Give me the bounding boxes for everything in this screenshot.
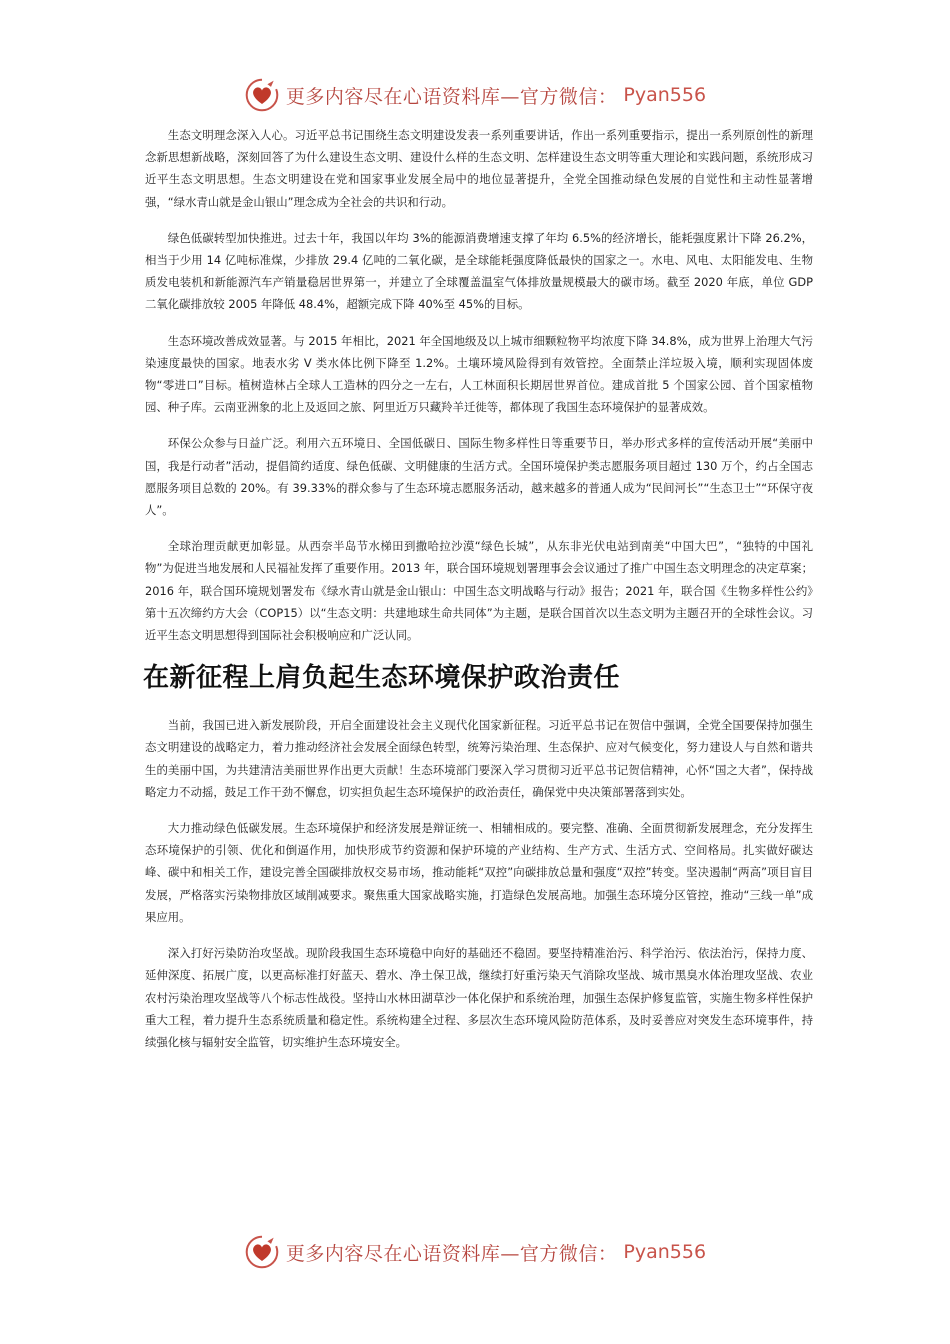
header-banner: [0, 75, 950, 115]
banner-text: 更多内容尽在心语资料库—官方微信：: [285, 85, 618, 108]
footer-banner: [0, 1232, 950, 1272]
section-heading: 在新征程上肩负起生态环境保护政治责任: [143, 663, 621, 694]
paragraph-pollution-control: 深入打好污染防治攻坚战。现阶段我国生态环境稳中向好的基础还不稳固。要坚持精准治污、科学治污、依法治污，保持力度、延伸深度、拓展广度，以更高标准打好蓝天、碧水、净土保卫战，继续打好重污染天气消除攻坚战、城市黑臭水体治理攻坚战、农业农村污染治理攻坚战等八个标志性战役。坚持山水林田湖草沙一体化保护和系统治理，加强生态保护修复监管，实施生物多样性保护重大工程，着力提升生态系统质量和稳定性。系统构建全过程、多层次生态环境风险防范体系，及时妥善应对突发生态环境事件，持续强化核与辐射安全监管，切实维护生态环境安全。: [145, 946, 813, 1049]
paragraph-green-transition: 绿色低碳转型加快推进。过去十年，我国以年均 3%的能源消费增速支撑了年均 6.5%的经济增长，能耗强度累计下降 26.2%，相当于少用 14 亿吨标准煤，少排放 29.4 亿吨的二氧化碳，是全球能耗强度降低最快的国家之一。水电、风电、太阳能发电、生物质发电装机和新能源汽车产销量稳居世界第一，并建立了全球覆盖温室气体排放量规模最大的碳市场。截至 2020 年底，单位 GDP 二氧化碳排放较 2005 年降低 48.4%，超额完成下降 40%至 45%的目标。: [145, 230, 813, 312]
document-body: [145, 124, 813, 1067]
banner-text: 更多内容尽在心语资料库—官方微信：: [285, 1242, 618, 1265]
banner-wechat-id: Pyan556: [623, 1241, 707, 1263]
banner-wechat-id: Pyan556: [623, 84, 707, 106]
paragraph-new-journey: 当前，我国已进入新发展阶段，开启全面建设社会主义现代化国家新征程。习近平总书记在贺信中强调，全党全国要保持加强生态文明建设的战略定力，着力推动经济社会发展全面绿色转型，统筹污染治理、生态保护、应对气候变化，努力建设人与自然和谐共生的美丽中国，为共建清洁美丽世界作出更大贡献！生态环境部门要深入学习贯彻习近平总书记贺信精神，心怀“国之大者”，保持战略定力不动摇，鼓足工作干劲不懈怠，切实担负起生态环境保护的政治责任，确保党中央决策部署落到实处。: [145, 718, 813, 799]
banner-inner: [244, 77, 706, 113]
heart-logo-icon: [244, 77, 280, 113]
heart-logo-icon: [244, 1234, 280, 1270]
banner-inner: [244, 1234, 706, 1270]
paragraph-green-development: 大力推动绿色低碳发展。生态环境保护和经济发展是辩证统一、相辅相成的。要完整、准确、全面贯彻新发展理念，充分发挥生态环境保护的引领、优化和倒逼作用，加快形成节约资源和保护环境的产业结构、生产方式、生活方式、空间格局。扎实做好碳达峰、碳中和相关工作，建设完善全国碳排放权交易市场，推动能耗“双控”向碳排放总量和强度“双控”转变。坚决遏制“两高”项目盲目发展，严格落实污染物排放区域削减要求。聚焦重大国家战略实施，打造绿色发展高地。加强生态环境分区管控，推动“三线一单”成果应用。: [145, 821, 813, 924]
paragraph-environment-improvement: 生态环境改善成效显著。与 2015 年相比，2021 年全国地级及以上城市细颗粒物平均浓度下降 34.8%，成为世界上治理大气污染速度最快的国家。地表水劣 V 类水体比例下降至 1.2%。土壤环境风险得到有效管控。全面禁止洋垃圾入境，顺利实现固体废物“零进口”目标。植树造林占全球人工造林的四分之一左右，人工林面积长期居世界首位。建成首批 5 个国家公园、首个国家植物园、种子库。云南亚洲象的北上及返回之旅、阿里近万只藏羚羊迁徙等，都体现了我国生态环境保护的显著成效。: [145, 333, 813, 415]
paragraph-global-governance: 全球治理贡献更加彰显。从西奈半岛节水梯田到撒哈拉沙漠“绿色长城”，从东非光伏电站到南美“中国大巴”，“独特的中国礼物”为促进当地发展和人民福祉发挥了重要作用。2013 年，联合国环境规划署理事会会议通过了推广中国生态文明理念的决定草案；2016 年，联合国环境规划署发布《绿水青山就是金山银山：中国生态文明战略与行动》报告；2021 年，联合国《生物多样性公约》第十五次缔约方大会（COP15）以“生态文明：共建地球生命共同体”为主题，是联合国首次以生态文明为主题召开的全球性会议。习近平生态文明思想得到国际社会积极响应和广泛认同。: [145, 539, 813, 643]
paragraph-ecological-concept: 生态文明理念深入人心。习近平总书记围绕生态文明建设发表一系列重要讲话，作出一系列重要指示，提出一系列原创性的新理念新思想新战略，深刻回答了为什么建设生态文明、建设什么样的生态文明、怎样建设生态文明等重大理论和实践问题，系统形成习近平生态文明思想。生态文明建设在党和国家事业发展全局中的地位显著提升，全党全国推动绿色发展的自觉性和主动性显著增强，“绿水青山就是金山银山”理念成为全社会的共识和行动。: [145, 128, 813, 209]
paragraph-public-participation: 环保公众参与日益广泛。利用六五环境日、全国低碳日、国际生物多样性日等重要节日，举办形式多样的宣传活动开展“美丽中国，我是行动者”活动，提倡简约适度、绿色低碳、文明健康的生活方式。全国环境保护类志愿服务项目超过 130 万个，约占全国志愿服务项目总数的 20%。有 39.33%的群众参与了生态环境志愿服务活动，越来越多的普通人成为“民间河长”“生态卫士”“环保守夜人”。: [145, 436, 813, 518]
